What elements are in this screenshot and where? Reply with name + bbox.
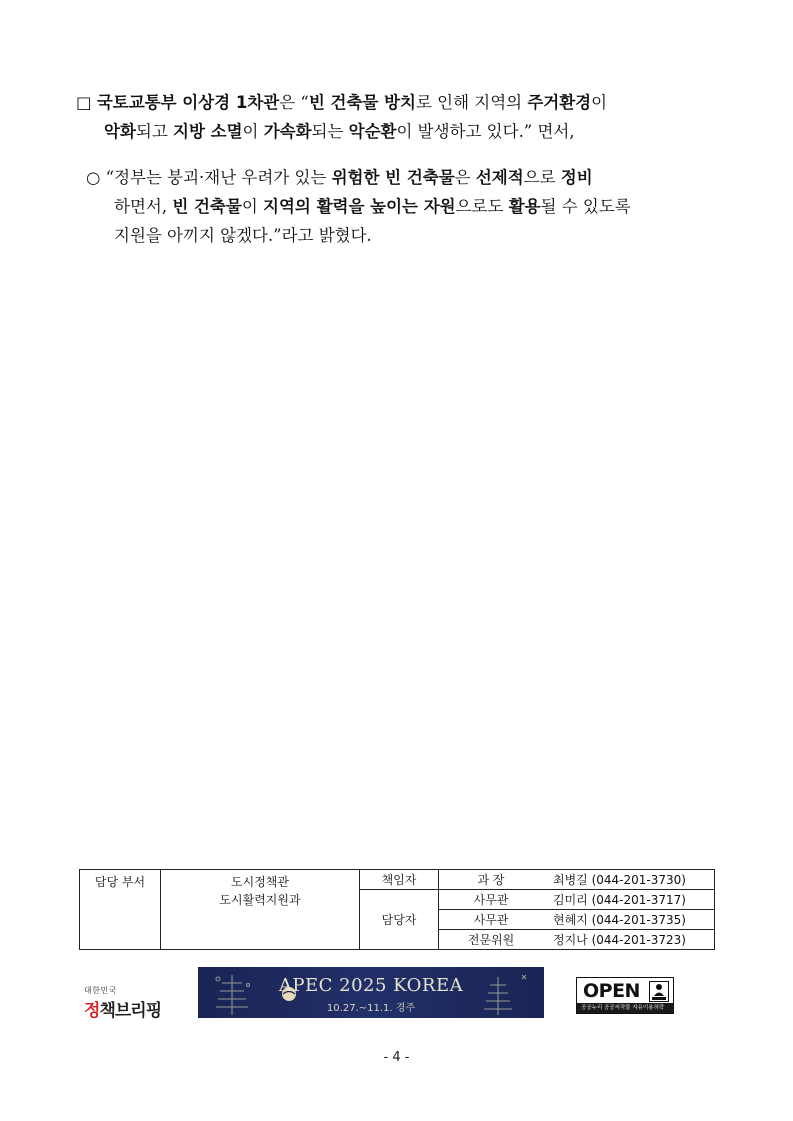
statement-line-2 — [76, 117, 726, 146]
contact-title: 사무관 — [439, 890, 544, 910]
apec-banner — [198, 967, 544, 1018]
contact-person: 최병길 (044-201-3730) — [543, 870, 715, 890]
page-number: - 4 - — [383, 1050, 410, 1065]
body-text: 이 — [591, 93, 608, 112]
rich-line — [114, 197, 631, 216]
dept-name — [161, 870, 360, 950]
contact-title: 사무관 — [439, 910, 544, 930]
emphasis-text: 지역의 활력을 높이는 자원 — [263, 197, 456, 216]
square-bullet-icon: □ — [76, 93, 92, 112]
body-text: 은 “ — [279, 93, 309, 112]
emphasis-text: 지방 소멸 — [173, 122, 243, 141]
body-text: 지원을 아끼지 않겠다.”라고 밝혔다. — [114, 226, 372, 245]
dept-label: 담당 부서 — [80, 870, 161, 950]
apec-dates: 10.27.~11.1. 경주 — [326, 1003, 416, 1014]
emphasis-text: 국토교통부 이상경 1차관 — [96, 93, 280, 112]
statement-paragraph-1 — [76, 88, 726, 146]
rich-line — [97, 93, 607, 112]
logo-small-text: 대한민국 — [84, 986, 117, 995]
body-text: “정부는 붕괴·재난 우려가 있는 — [105, 168, 332, 187]
body-text: 이 발생하고 있다.” 면서, — [396, 122, 575, 141]
rich-line — [104, 122, 575, 141]
open-word: OPEN — [583, 980, 640, 1002]
emphasis-text: 정비 — [560, 168, 593, 187]
emphasis-text: 가속화 — [263, 122, 312, 141]
body-text: 으로도 — [455, 197, 509, 216]
quote-line-2 — [86, 192, 726, 221]
statement-line-1 — [76, 88, 726, 117]
emphasis-text: 빈 건축물 — [172, 197, 242, 216]
apec-title: APEC 2025 KOREA — [278, 975, 464, 996]
emphasis-text: 악순환 — [348, 122, 397, 141]
quote-line-3 — [86, 221, 726, 250]
quote-paragraph — [86, 163, 726, 250]
dept-name-line-2: 도시활력지원과 — [219, 893, 301, 907]
emphasis-text: 선제적 — [475, 168, 524, 187]
body-text: 이 — [242, 122, 264, 141]
staff-label: 담당자 — [360, 890, 439, 950]
person-icon — [649, 981, 669, 1002]
dept-name-line-1: 도시정책관 — [231, 875, 289, 889]
responsible-label: 책임자 — [360, 870, 439, 890]
body-text: 되는 — [311, 122, 349, 141]
circle-bullet-icon: ○ — [86, 168, 101, 187]
policy-briefing-logo — [84, 985, 164, 1021]
body-text: 이 — [241, 197, 264, 216]
logo-big-text — [84, 996, 164, 1021]
contact-table — [79, 869, 715, 950]
emphasis-text: 빈 건축물 방치 — [308, 93, 416, 112]
contact-person: 김미리 (044-201-3717) — [543, 890, 715, 910]
body-text: 으로 — [523, 168, 561, 187]
quote-line-1 — [86, 163, 726, 192]
emphasis-text: 위험한 빈 건축물 — [331, 168, 455, 187]
emphasis-text: 악화 — [104, 122, 136, 141]
body-text: 되고 — [135, 122, 174, 141]
emphasis-text: 활용 — [508, 197, 541, 216]
contact-title: 전문위원 — [439, 930, 544, 950]
logo-red-char: 정 — [84, 1001, 100, 1021]
logo-rest-text: 책브리핑 — [99, 1001, 162, 1021]
body-text: 하면서, — [114, 197, 173, 216]
kogl-open-badge — [576, 977, 674, 1014]
rich-line — [114, 226, 372, 245]
open-strip: 공공누리 공공저작물 자유이용허락 — [577, 1003, 673, 1013]
body-text: 될 수 있도록 — [540, 197, 631, 216]
body-text: 로 인해 지역의 — [415, 93, 528, 112]
contact-title: 과 장 — [439, 870, 544, 890]
contact-person: 정지나 (044-201-3723) — [543, 930, 715, 950]
contact-person: 현혜지 (044-201-3735) — [543, 910, 715, 930]
rich-line — [106, 168, 593, 187]
body-text: 은 — [454, 168, 476, 187]
emphasis-text: 주거환경 — [527, 93, 592, 112]
pagoda-right-icon — [478, 971, 534, 1017]
